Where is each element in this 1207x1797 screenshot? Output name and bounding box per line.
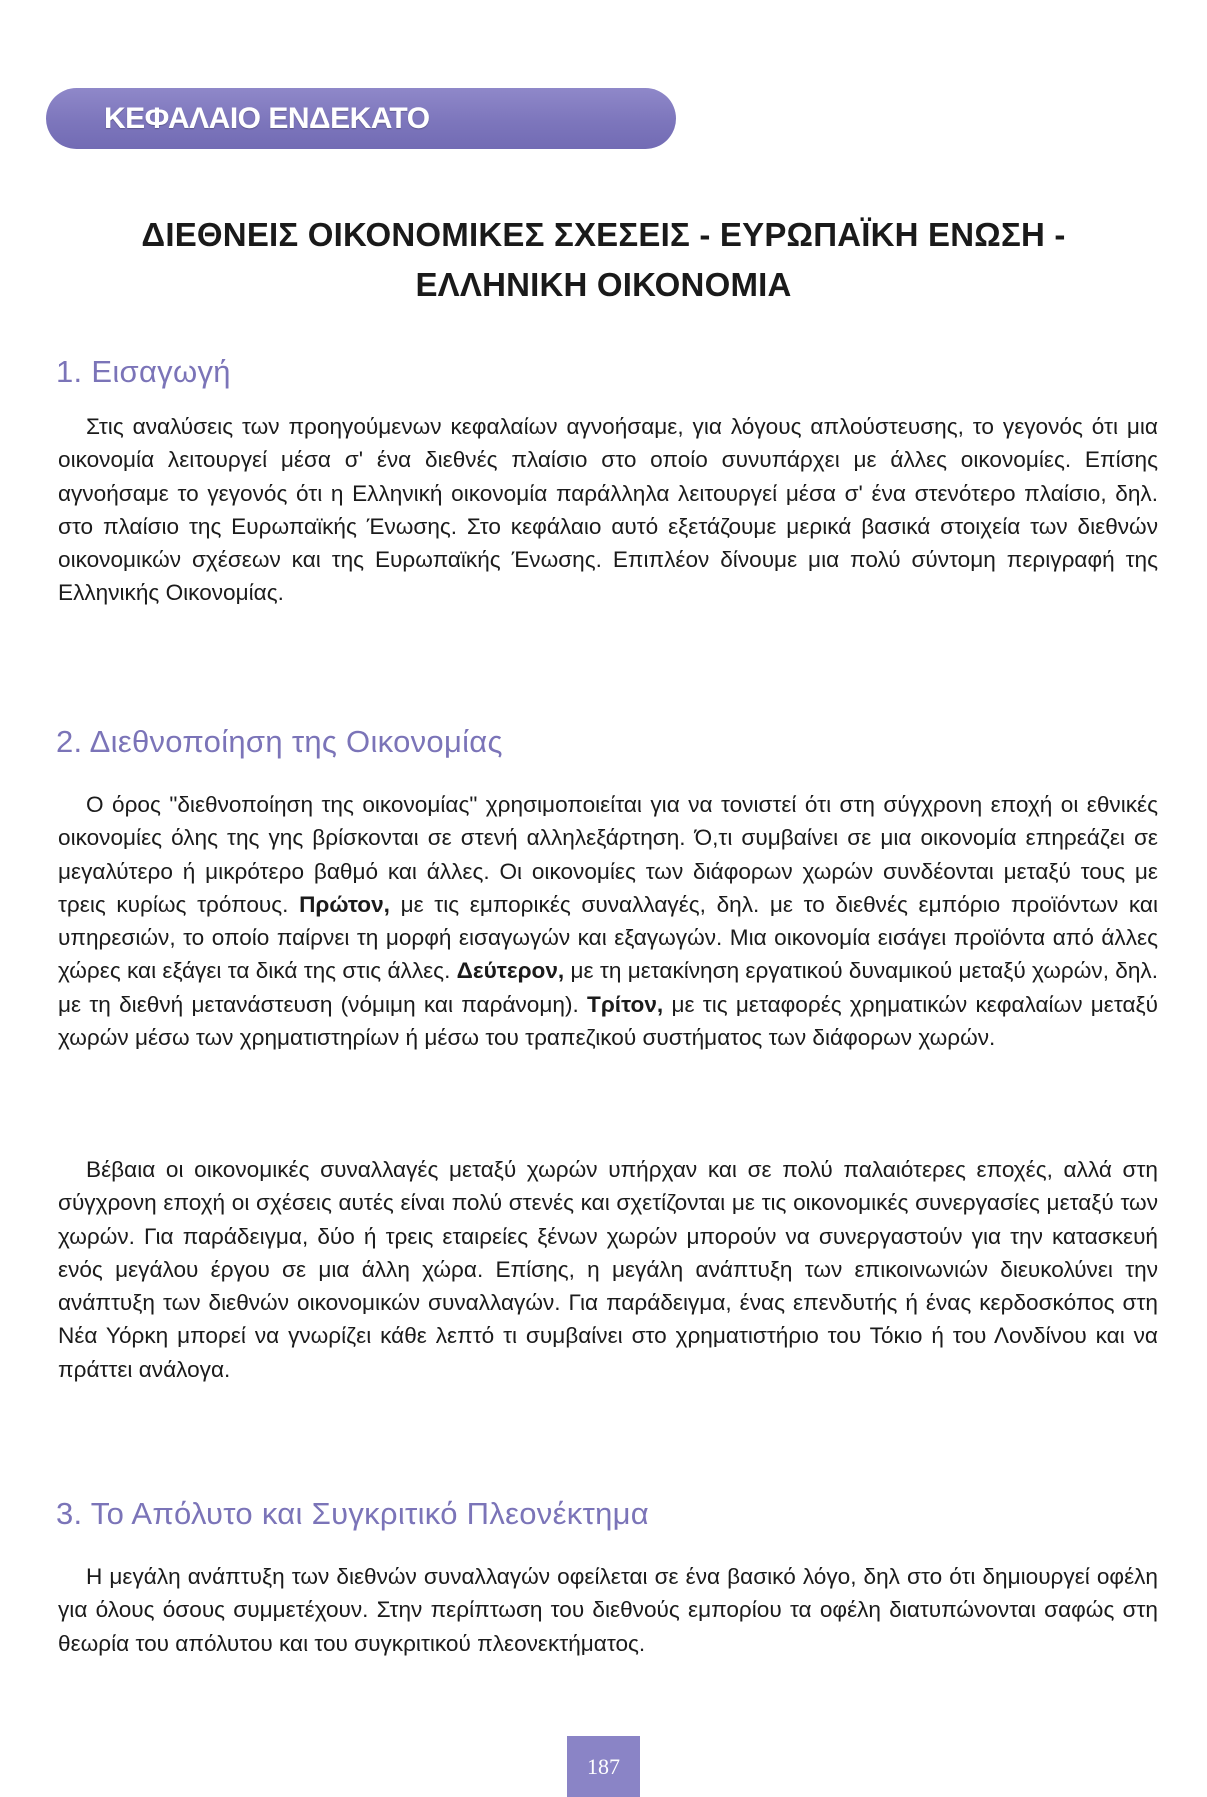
chapter-banner-label: ΚΕΦΑΛΑΙΟ ΕΝΔΕΚΑΤΟ — [104, 101, 430, 135]
section-heading-introduction: 1. Εισαγωγή — [56, 354, 231, 389]
para-text: Ο όρος "διεθνοποίηση της οικονομίας" χρησιμοποιείται για να τονιστεί ότι στη σύγχρονη εποχή οι εθνικές οικονομίες όλης της γης βρίσκονται σε στενή αλληλεξάρτηση. Ό,τι συμβαίνει σε μια οικονομία επηρεάζει σε μεγαλύτερο ή μικρότερο βαθμό και άλλες. Οι οικονομίες των διάφορων χωρών συνδέονται μεταξύ τους με τρεις κυρίως τρόπους. — [58, 792, 1158, 917]
section-heading-internationalization: 2. Διεθνοποίηση της Οικονομίας — [56, 724, 503, 759]
chapter-title-line-2: ΕΛΛΗΝΙΚΗ ΟΙΚΟΝΟΜΙΑ — [415, 266, 792, 303]
bold-second: Δεύτερον, — [456, 958, 565, 984]
bold-third: Τρίτον, — [587, 991, 664, 1017]
chapter-title — [0, 210, 1207, 310]
para-text: με τις μεταφορές χρηματικών κεφαλαίων μεταξύ χωρών μέσω των χρηματιστηρίων ή μέσω του τραπεζικού συστήματος των διάφορων χωρών. — [58, 991, 1158, 1051]
section-heading-advantage: 3. Το Απόλυτο και Συγκριτικό Πλεονέκτημα — [56, 1496, 649, 1531]
internationalization-paragraph-2: Βέβαια οι οικονομικές συναλλαγές μεταξύ χωρών υπήρχαν και σε πολύ παλαιότερες εποχές, αλλά στη σύγχρονη εποχή οι σχέσεις αυτές είναι πολύ στενές και σχετίζονται με τις οικονομικές συνεργασίες μεταξύ των χωρών. Για παράδειγμα, δύο ή τρεις εταιρείες ξένων χωρών μπορούν να συνεργαστούν για την κατασκευή ενός μεγάλου έργου σε μια άλλη χώρα. Επίσης, η μεγάλη ανάπτυξη των επικοινωνιών διευκολύνει την ανάπτυξη των διεθνών οικονομικών συναλλαγών. Για παράδειγμα, ένας επενδυτής ή ένας κερδοσκόπος στη Νέα Υόρκη μπορεί να γνωρίζει κάθε λεπτό τι συμβαίνει στο χρηματιστήριο του Τόκιο ή του Λονδίνου και να πράττει ανάλογα. — [58, 1157, 1158, 1382]
page-number: 187 — [587, 1753, 620, 1779]
chapter-title-line-1: ΔΙΕΘΝΕΙΣ ΟΙΚΟΝΟΜΙΚΕΣ ΣΧΕΣΕΙΣ - ΕΥΡΩΠΑΪΚΗ ΕΝΩΣΗ - — [141, 216, 1066, 253]
para-text: με τις εμπορικές συναλλαγές, δηλ. με το διεθνές εμπόριο προϊόντων και υπηρεσιών, το οποίο παίρνει τη μορφή εισαγωγών και εξαγωγών. Μια οικονομία εισάγει προϊόντα από άλλες χώρες και εξάγει τα δικά της στις άλλες. — [58, 891, 1159, 984]
advantage-paragraph: Η μεγάλη ανάπτυξη των διεθνών συναλλαγών οφείλεται σε ένα βασικό λόγο, δηλ στο ότι δημιουργεί οφέλη για όλους όσους συμμετέχουν. Στην περίπτωση του διεθνούς εμπορίου τα οφέλη διατυπώνονται σαφώς στη θεωρία του απόλυτου και του συγκριτικού πλεονεκτήματος. — [58, 1564, 1158, 1656]
bold-first: Πρώτον, — [299, 891, 390, 917]
para-text: με τη μετακίνηση εργατικού δυναμικού μεταξύ χωρών, δηλ. με τη διεθνή μετανάστευση (νόμιμη και παράνομη). — [58, 958, 1158, 1017]
page-number-box — [567, 1736, 640, 1797]
internationalization-paragraph-1 — [58, 788, 1158, 1054]
chapter-banner — [46, 88, 676, 149]
intro-paragraph: Στις αναλύσεις των προηγούμενων κεφαλαίων αγνοήσαμε, για λόγους απλούστευσης, το γεγονός ότι μια οικονομία λειτουργεί μέσα σ' ένα διεθνές πλαίσιο στο οποίο συνυπάρχει με άλλες οικονομίες. Επίσης αγνοήσαμε το γεγονός ότι η Ελληνική οικονομία παράλληλα λειτουργεί μέσα σ' ένα στενότερο πλαίσιο, δηλ. στο πλαίσιο της Ευρωπαϊκής Ένωσης. Στο κεφάλαιο αυτό εξετάζουμε μερικά βασικά στοιχεία των διεθνών οικονομικών σχέσεων και της Ευρωπαϊκής Ένωσης. Επιπλέον δίνουμε μια πολύ σύντομη περιγραφή της Ελληνικής Οικονομίας. — [58, 414, 1158, 606]
